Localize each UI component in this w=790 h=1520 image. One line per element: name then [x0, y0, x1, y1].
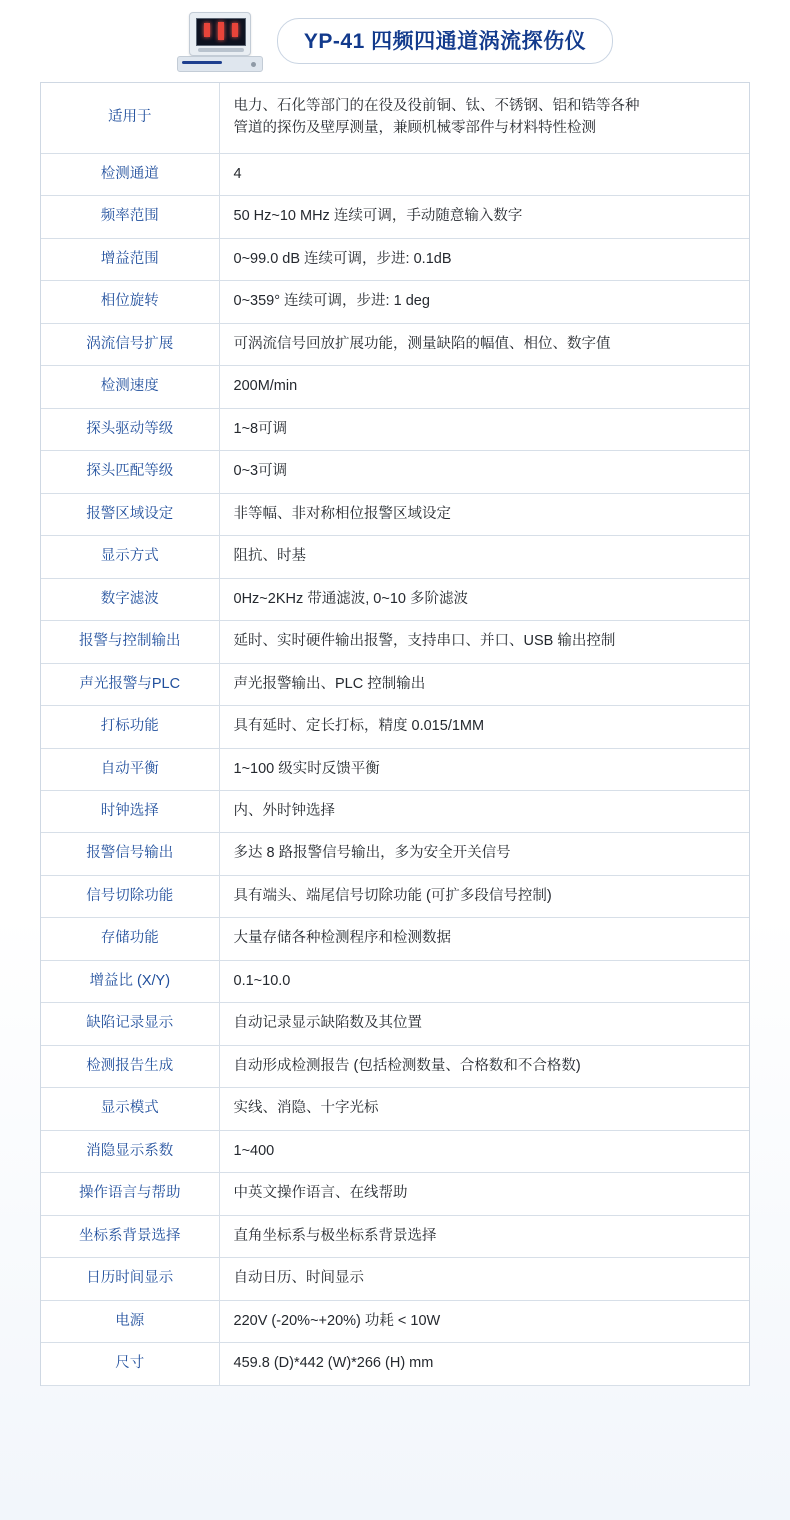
base-stripe: [182, 61, 222, 64]
spec-value: 具有延时、定长打标，精度 0.015/1MM: [219, 706, 749, 748]
spec-value: 直角坐标系与极坐标系背景选择: [219, 1215, 749, 1257]
spec-value: 0~3可调: [219, 451, 749, 493]
spec-value: 1~100 级实时反馈平衡: [219, 748, 749, 790]
spec-value: 具有端头、端尾信号切除功能 (可扩多段信号控制): [219, 875, 749, 917]
spec-value: 459.8 (D)*442 (W)*266 (H) mm: [219, 1343, 749, 1385]
table-row: [41, 408, 749, 450]
page-title: YP-41 四频四通道涡流探伤仪: [303, 30, 587, 53]
table-row: [41, 196, 749, 238]
spec-key: 操作语言与帮助: [41, 1173, 219, 1215]
table-row: [41, 621, 749, 663]
spec-value: 220V (-20%~+20%) 功耗 < 10W: [219, 1300, 749, 1342]
spec-key: 自动平衡: [41, 748, 219, 790]
signal-blip: [204, 23, 210, 37]
table-row: [41, 1130, 749, 1172]
spec-value: 0.1~10.0: [219, 960, 749, 1002]
spec-key: 频率范围: [41, 196, 219, 238]
spec-value: 实线、消隐、十字光标: [219, 1088, 749, 1130]
table-row: [41, 706, 749, 748]
spec-key: 电源: [41, 1300, 219, 1342]
table-row: [41, 1088, 749, 1130]
spec-key: 日历时间显示: [41, 1258, 219, 1300]
table-row: [41, 1343, 749, 1385]
table-row: [41, 1300, 749, 1342]
screen: [196, 18, 246, 46]
spec-key: 增益比 (X/Y): [41, 960, 219, 1002]
control-panel-strip: [198, 48, 244, 52]
spec-value: 4: [219, 153, 749, 195]
spec-key: 坐标系背景选择: [41, 1215, 219, 1257]
spec-value: 延时、实时硬件输出报警，支持串口、并口、USB 输出控制: [219, 621, 749, 663]
table-row: [41, 153, 749, 195]
table-row: [41, 83, 749, 153]
spec-key: 尺寸: [41, 1343, 219, 1385]
spec-key: 信号切除功能: [41, 875, 219, 917]
spec-value: 0~99.0 dB 连续可调，步进: 0.1dB: [219, 238, 749, 280]
spec-value: 1~8可调: [219, 408, 749, 450]
spec-value: 50 Hz~10 MHz 连续可调，手动随意输入数字: [219, 196, 749, 238]
instrument-base: [177, 56, 263, 72]
spec-key: 报警信号输出: [41, 833, 219, 875]
spec-key: 缺陷记录显示: [41, 1003, 219, 1045]
table-row: [41, 1003, 749, 1045]
spec-table-wrapper: [40, 82, 750, 1386]
table-row: [41, 748, 749, 790]
monitor-body: [189, 12, 251, 56]
spec-key: 增益范围: [41, 238, 219, 280]
spec-value: 200M/min: [219, 366, 749, 408]
spec-key: 数字滤波: [41, 578, 219, 620]
spec-value: 自动形成检测报告 (包括检测数量、合格数和不合格数): [219, 1045, 749, 1087]
table-row: [41, 323, 749, 365]
table-row: [41, 451, 749, 493]
signal-blip: [232, 23, 238, 37]
spec-value: 自动记录显示缺陷数及其位置: [219, 1003, 749, 1045]
spec-key: 探头匹配等级: [41, 451, 219, 493]
spec-key: 报警与控制输出: [41, 621, 219, 663]
table-row: [41, 238, 749, 280]
spec-key: 探头驱动等级: [41, 408, 219, 450]
spec-value: 非等幅、非对称相位报警区域设定: [219, 493, 749, 535]
spec-key: 存储功能: [41, 918, 219, 960]
table-row: [41, 833, 749, 875]
page-title-pill: [277, 18, 613, 64]
spec-value: 0~359° 连续可调，步进: 1 deg: [219, 281, 749, 323]
spec-key: 时钟选择: [41, 790, 219, 832]
spec-key: 显示模式: [41, 1088, 219, 1130]
spec-key: 报警区域设定: [41, 493, 219, 535]
table-row: [41, 578, 749, 620]
table-row: [41, 281, 749, 323]
spec-value: 阻抗、时基: [219, 536, 749, 578]
table-row: [41, 1045, 749, 1087]
table-row: [41, 536, 749, 578]
table-row: [41, 493, 749, 535]
table-row: [41, 1173, 749, 1215]
spec-value: 自动日历、时间显示: [219, 1258, 749, 1300]
spec-value: 可涡流信号回放扩展功能，测量缺陷的幅值、相位、数字值: [219, 323, 749, 365]
base-indicator: [251, 62, 256, 67]
spec-key: 检测通道: [41, 153, 219, 195]
spec-key: 消隐显示系数: [41, 1130, 219, 1172]
table-row: [41, 1215, 749, 1257]
page-header: [0, 0, 790, 78]
spec-key: 检测报告生成: [41, 1045, 219, 1087]
spec-key: 声光报警与PLC: [41, 663, 219, 705]
spec-value: 1~400: [219, 1130, 749, 1172]
spec-key: 打标功能: [41, 706, 219, 748]
spec-value: 多达 8 路报警信号输出，多为安全开关信号: [219, 833, 749, 875]
spec-key: 涡流信号扩展: [41, 323, 219, 365]
spec-value: 内、外时钟选择: [219, 790, 749, 832]
spec-value: 0Hz~2KHz 带通滤波, 0~10 多阶滤波: [219, 578, 749, 620]
spec-key: 显示方式: [41, 536, 219, 578]
table-row: [41, 663, 749, 705]
table-row: [41, 918, 749, 960]
spec-key: 适用于: [41, 83, 219, 153]
spec-value: 大量存储各种检测程序和检测数据: [219, 918, 749, 960]
table-row: [41, 875, 749, 917]
spec-table: [41, 83, 749, 1386]
spec-value: 中英文操作语言、在线帮助: [219, 1173, 749, 1215]
spec-value: 电力、石化等部门的在役及役前铜、钛、不锈钢、铝和锆等各种 管道的探伤及壁厚测量，兼顾机械零部件与材料特性检测: [219, 83, 749, 153]
spec-key: 检测速度: [41, 366, 219, 408]
signal-blip: [218, 22, 224, 40]
spec-key: 相位旋转: [41, 281, 219, 323]
table-row: [41, 960, 749, 1002]
eddy-current-instrument-icon: [177, 10, 263, 72]
table-row: [41, 1258, 749, 1300]
table-row: [41, 366, 749, 408]
table-row: [41, 790, 749, 832]
spec-value: 声光报警输出、PLC 控制输出: [219, 663, 749, 705]
spec-table-body: [41, 83, 749, 1385]
